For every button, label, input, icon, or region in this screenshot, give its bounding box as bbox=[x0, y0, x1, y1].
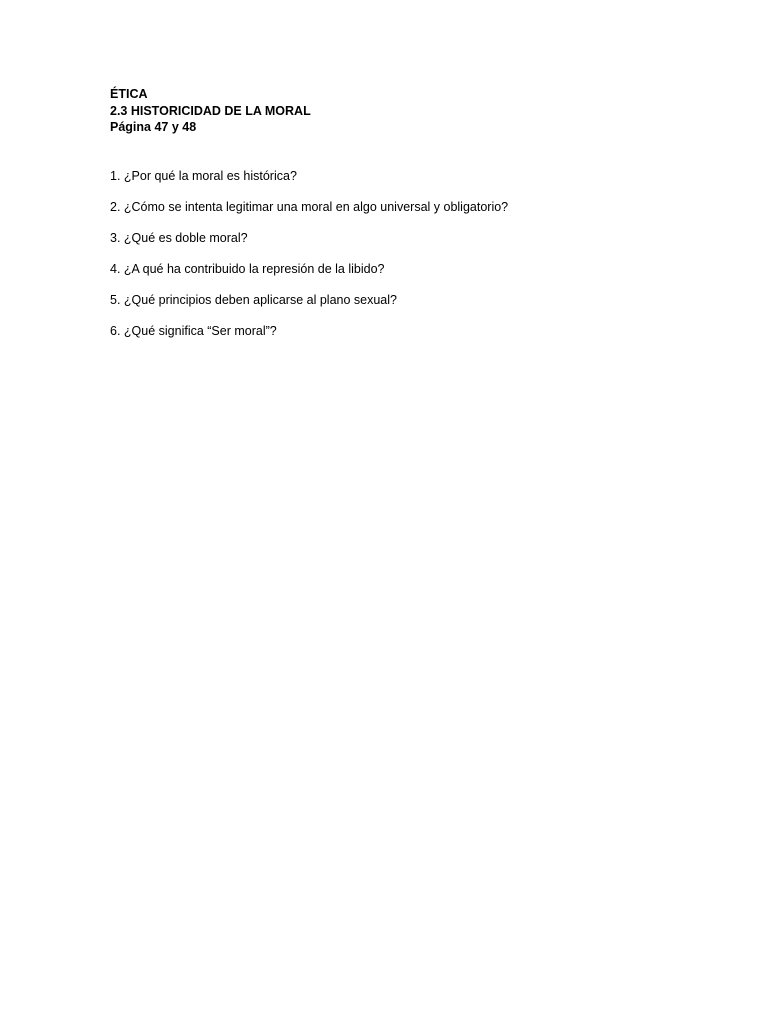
document-header bbox=[110, 86, 311, 136]
question-item: 5. ¿Qué principios deben aplicarse al plano sexual? bbox=[110, 293, 397, 307]
question-item: 1. ¿Por qué la moral es histórica? bbox=[110, 169, 297, 183]
question-item: 6. ¿Qué significa “Ser moral”? bbox=[110, 324, 277, 338]
page-reference: Página 47 y 48 bbox=[110, 120, 197, 134]
question-list bbox=[110, 168, 508, 354]
question-item: 2. ¿Cómo se intenta legitimar una moral en algo universal y obligatorio? bbox=[110, 200, 509, 214]
question-item: 4. ¿A qué ha contribuido la represión de la libido? bbox=[110, 262, 385, 276]
subject-title: ÉTICA bbox=[110, 87, 148, 101]
question-item: 3. ¿Qué es doble moral? bbox=[110, 231, 248, 245]
topic-title: 2.3 HISTORICIDAD DE LA MORAL bbox=[110, 103, 311, 118]
